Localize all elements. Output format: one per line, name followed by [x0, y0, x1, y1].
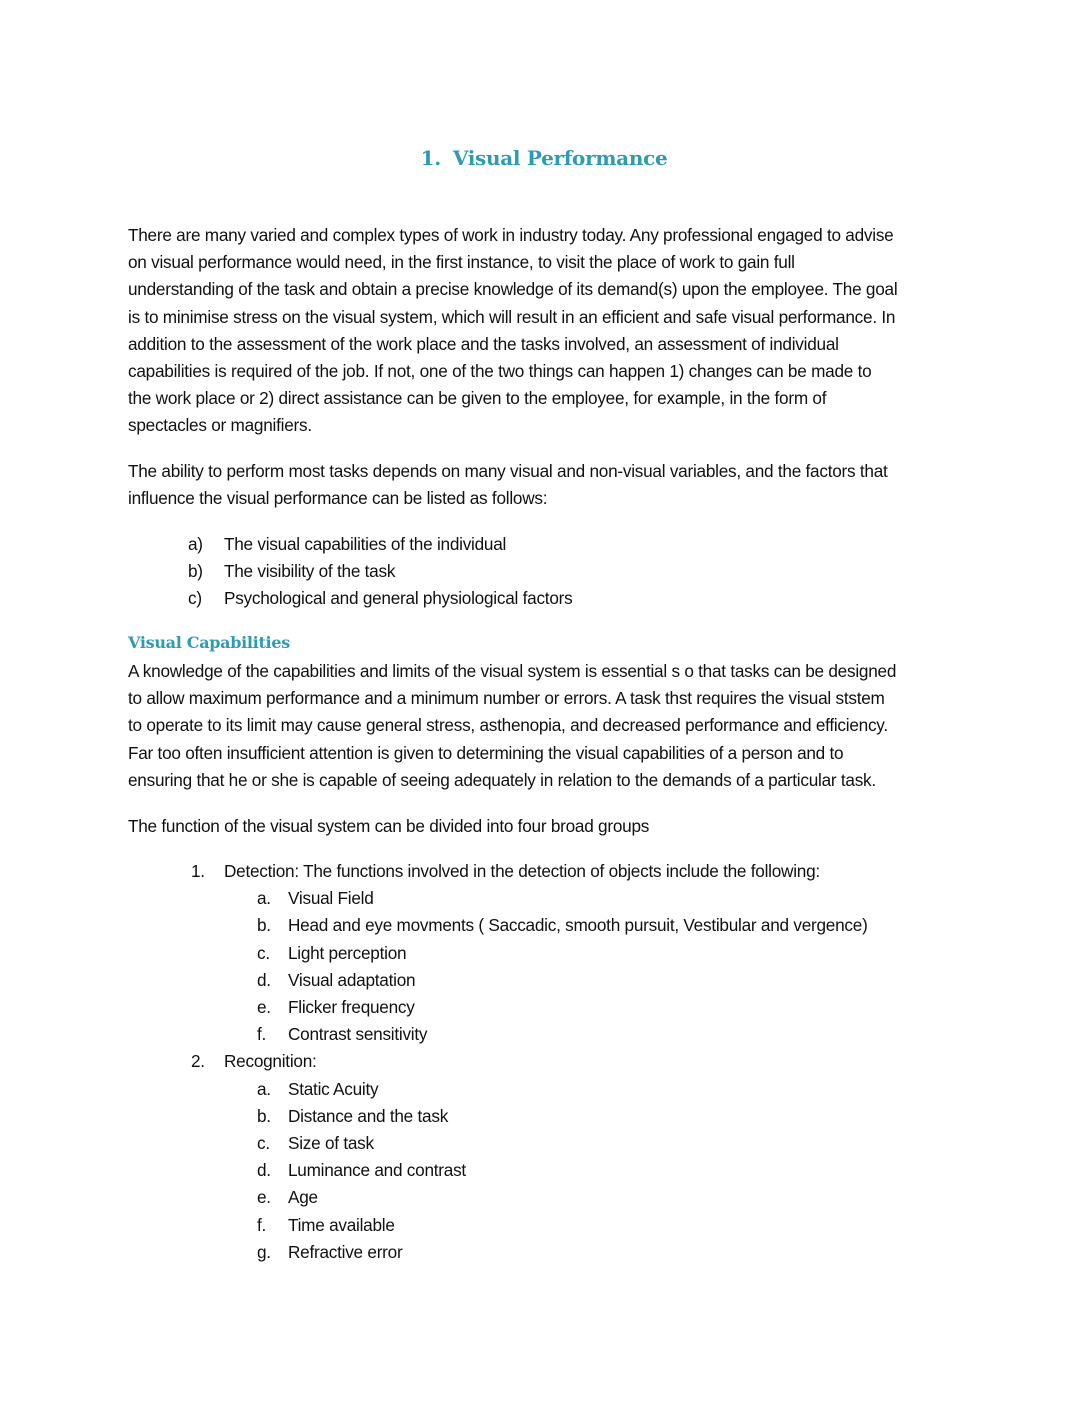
- list-item-text: The visibility of the task: [224, 561, 396, 582]
- list-item-text: Distance and the task: [288, 1105, 449, 1126]
- list-item: [191, 1239, 951, 1266]
- list-marker: b.: [257, 915, 271, 936]
- list-marker: f.: [257, 1214, 267, 1235]
- paragraph-line: addition to the assessment of the work place and the tasks involved, an assessment of individual: [128, 333, 839, 354]
- list-item: [191, 940, 951, 967]
- list-marker: a.: [257, 888, 271, 909]
- groups-intro: The function of the visual system can be divided into four broad groups: [128, 816, 650, 836]
- group-item-detection: [191, 858, 951, 885]
- list-item-text: Refractive error: [288, 1241, 403, 1262]
- list-marker: a): [188, 534, 203, 554]
- list-marker: c.: [257, 1133, 270, 1154]
- list-item-text: Light perception: [288, 942, 407, 963]
- list-item: [191, 912, 951, 939]
- list-marker: f.: [257, 1024, 267, 1045]
- list-item: [191, 1157, 951, 1184]
- list-marker: e.: [257, 997, 271, 1018]
- title-number: 1.: [420, 146, 441, 170]
- list-item-text: The visual capabilities of the individual: [224, 534, 507, 554]
- list-item: [191, 1130, 951, 1157]
- group-label: Detection: The functions involved in the detection of objects include the following:: [224, 861, 820, 881]
- paragraph-line: understanding of the task and obtain a precise knowledge of its demand(s) upon the employee. The goal: [128, 279, 898, 300]
- list-item: [191, 1103, 951, 1130]
- section-heading: Visual Capabilities: [128, 633, 290, 652]
- list-item: [191, 1021, 951, 1048]
- list-item-text: Age: [288, 1187, 318, 1208]
- list-item-text: Contrast sensitivity: [288, 1024, 428, 1045]
- list-item-text: Time available: [288, 1214, 395, 1235]
- paragraph-line: spectacles or magnifiers.: [128, 415, 312, 436]
- list-item-text: Head and eye movments ( Saccadic, smooth pursuit, Vestibular and vergence): [288, 915, 868, 936]
- list-item: [191, 994, 951, 1021]
- list-item: [191, 1184, 951, 1211]
- paragraph-line: to allow maximum performance and a minimum number or errors. A task thst requires the visual ststem: [128, 688, 885, 709]
- list-item-text: Flicker frequency: [288, 997, 415, 1018]
- list-marker: g.: [257, 1241, 271, 1262]
- list-item: [188, 531, 572, 558]
- list-item: [191, 885, 951, 912]
- paragraph-line: is to minimise stress on the visual system, which will result in an efficient and safe visual performance. In: [128, 306, 896, 327]
- list-item-text: Visual adaptation: [288, 969, 416, 990]
- list-item-text: Size of task: [288, 1133, 374, 1154]
- list-marker: 1.: [191, 861, 205, 881]
- paragraph-line: influence the visual performance can be listed as follows:: [128, 488, 548, 509]
- list-marker: d.: [257, 1160, 271, 1181]
- list-marker: d.: [257, 969, 271, 990]
- list-item-text: Luminance and contrast: [288, 1160, 466, 1181]
- list-marker: b): [188, 561, 203, 582]
- title-text: Visual Performance: [452, 146, 668, 170]
- section-paragraph: [128, 658, 958, 794]
- list-item: [188, 585, 572, 612]
- list-item-text: Static Acuity: [288, 1078, 379, 1099]
- intro-paragraph: [128, 222, 958, 440]
- paragraph-line: the work place or 2) direct assistance can be given to the employee, for example, in the form of: [128, 388, 827, 409]
- list-item: [191, 1076, 951, 1103]
- group-label: Recognition:: [224, 1051, 317, 1072]
- list-item-text: Visual Field: [288, 888, 374, 909]
- paragraph-line: ensuring that he or she is capable of seeing adequately in relation to the demands of a particular task.: [128, 769, 876, 790]
- paragraph-line: A knowledge of the capabilities and limits of the visual system is essential s o that tasks can be designed: [128, 661, 897, 681]
- paragraph-line: Far too often insufficient attention is given to determining the visual capabilities of a person and to: [128, 742, 844, 763]
- list-marker: a.: [257, 1078, 271, 1099]
- list-marker: c.: [257, 942, 270, 963]
- list-marker: b.: [257, 1105, 271, 1126]
- paragraph-line: capabilities is required of the job. If not, one of the two things can happen 1) changes can be made to: [128, 361, 872, 382]
- paragraph-line: The ability to perform most tasks depends on many visual and non-visual variables, and the factors that: [128, 461, 888, 481]
- list-marker: 2.: [191, 1051, 205, 1072]
- factors-list: [188, 531, 572, 613]
- list-item: [191, 967, 951, 994]
- list-marker: c): [188, 588, 202, 609]
- paragraph-line: to operate to its limit may cause general stress, asthenopia, and decreased performance and efficiency.: [128, 715, 888, 736]
- list-marker: e.: [257, 1187, 271, 1208]
- list-item: [191, 1212, 951, 1239]
- groups-list: [191, 858, 951, 1266]
- paragraph-line: There are many varied and complex types of work in industry today. Any professional engaged to advise: [128, 225, 894, 245]
- paragraph-line: on visual performance would need, in the first instance, to visit the place of work to gain full: [128, 252, 795, 273]
- list-item-text: Psychological and general physiological factors: [224, 588, 573, 609]
- list-item: [188, 558, 572, 585]
- page-title: [0, 146, 1088, 170]
- factors-paragraph: [128, 458, 958, 512]
- group-item-recognition: [191, 1048, 951, 1075]
